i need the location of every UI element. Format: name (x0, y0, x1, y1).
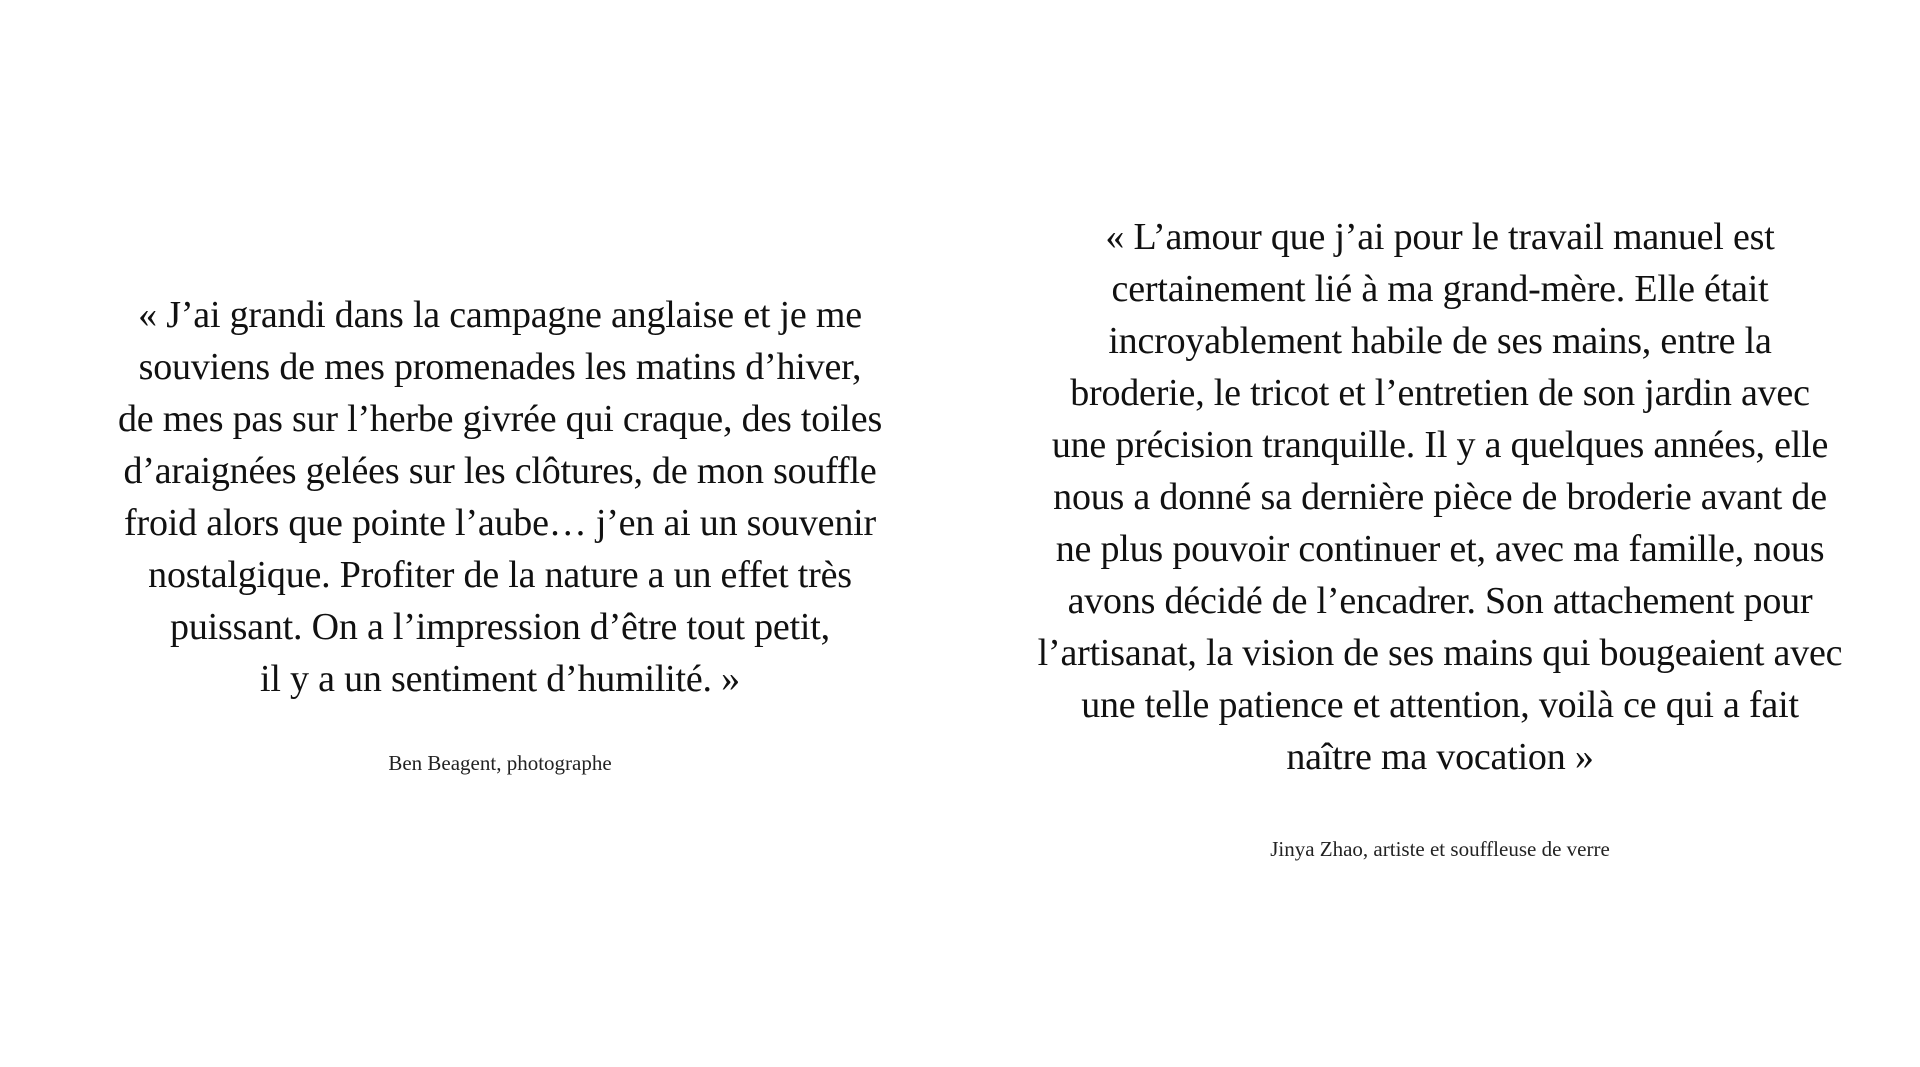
quote-line: certainement lié à ma grand-mère. Elle était (1111, 268, 1769, 310)
quote-line: une précision tranquille. Il y a quelques années, elle (1051, 424, 1829, 466)
quote-line: avons décidé de l’encadrer. Son attachement pour (1067, 580, 1813, 622)
quote-attribution: Ben Beagent, photographe (388, 751, 612, 775)
quote-line: nostalgique. Profiter de la nature a un effet très (148, 554, 852, 596)
quote-line: naître ma vocation » (1286, 736, 1594, 778)
quote-line: souviens de mes promenades les matins d’hiver, (138, 346, 862, 388)
quote-line: une telle patience et attention, voilà ce qui a fait (1081, 684, 1799, 726)
quote-line: « L’amour que j’ai pour le travail manuel est (1105, 216, 1775, 258)
quote-line: d’araignées gelées sur les clôtures, de mon souffle (123, 450, 877, 492)
quote-line: de mes pas sur l’herbe givrée qui craque, des toiles (117, 398, 883, 440)
quote-ben-beagent (80, 289, 920, 777)
quote-attribution: Jinya Zhao, artiste et souffleuse de verre (1270, 837, 1610, 861)
quote-line: froid alors que pointe l’aube… j’en ai un souvenir (124, 502, 876, 544)
quote-line: il y a un sentiment d’humilité. » (260, 658, 740, 700)
quote-line: broderie, le tricot et l’entretien de son jardin avec (1070, 372, 1810, 414)
quote-line: ne plus pouvoir continuer et, avec ma famille, nous (1055, 528, 1825, 570)
quote-line: incroyablement habile de ses mains, entre la (1108, 320, 1772, 362)
quote-line: « J’ai grandi dans la campagne anglaise et je me (138, 294, 862, 336)
quote-line: puissant. On a l’impression d’être tout petit, (170, 606, 830, 648)
quote-jinya-zhao (1000, 211, 1880, 863)
quote-line: nous a donné sa dernière pièce de broderie avant de (1053, 476, 1827, 518)
quote-line: l’artisanat, la vision de ses mains qui bougeaient avec (1037, 632, 1843, 674)
